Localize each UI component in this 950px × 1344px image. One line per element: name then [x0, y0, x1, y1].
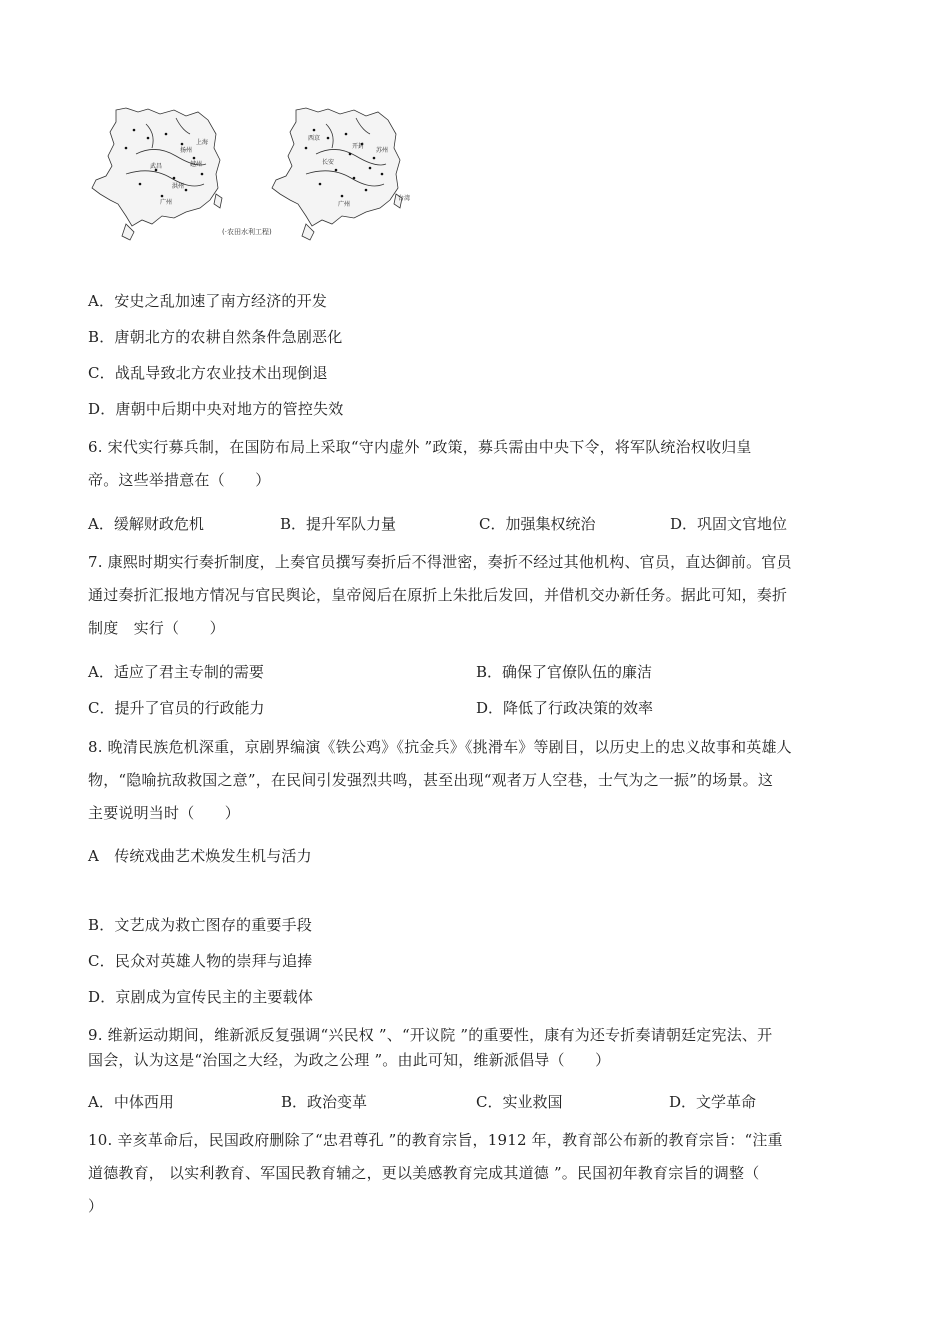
left-map-label: 扬州	[180, 147, 193, 154]
q9-option-d: D．文学革命	[669, 1093, 757, 1111]
q10-stem-line2: 道德教育， 以实利教育、军国民教育辅之，更以美感教育完成其道德 ”。民国初年教育宗旨的调整（	[88, 1164, 760, 1182]
map-caption: (·农田水利工程)	[222, 228, 272, 236]
q7-option-c: C．提升了官员的行政能力	[88, 699, 265, 717]
q9-option-c: C．实业救国	[476, 1093, 563, 1111]
q9-option-a: A．中体西用	[88, 1093, 174, 1111]
q5-option-b: B．唐朝北方的农耕自然条件急剧恶化	[88, 328, 343, 346]
right-map-label: 西京	[308, 135, 321, 142]
left-map-label: 上海	[196, 139, 209, 146]
q7-stem-line3: 制度 实行（ ）	[88, 619, 225, 637]
q9-stem-line2: 国会，认为这是“治国之大经，为政之公理 ”。由此可知，维新派倡导（ ）	[88, 1051, 611, 1069]
right-map-label: 台湾	[398, 195, 411, 202]
q8-stem-line2: 物，“隐喻抗敌救国之意”，在民间引发强烈共鸣，甚至出现“观者万人空巷，士气为之一振”的场景。这	[88, 771, 774, 789]
q6-stem-line2: 帝。这些举措意在（ ）	[88, 471, 271, 489]
right-map-label: 开封	[352, 143, 365, 150]
left-map-label: 越州	[190, 161, 203, 168]
q5-option-c: C．战乱导致北方农业技术出现倒退	[88, 364, 328, 382]
map-figure	[86, 104, 416, 244]
right-map-label: 广州	[338, 201, 351, 208]
q10-stem-line3: ）	[88, 1197, 104, 1215]
right-map-label: 苏州	[376, 147, 389, 154]
q9-stem-line1: 9. 维新运动期间，维新派反复强调“兴民权 ”、“开议院 ”的重要性，康有为还专折奏请朝廷定宪法、开	[88, 1026, 773, 1044]
q7-option-b: B．确保了官僚队伍的廉洁	[476, 663, 653, 681]
q10-stem-line1: 10. 辛亥革命后，民国政府删除了“忠君尊孔 ”的教育宗旨，1912 年，教育部公布新的教育宗旨：“注重	[88, 1131, 783, 1149]
left-map-label: 洪州	[172, 183, 185, 190]
q7-option-a: A．适应了君主专制的需要	[88, 663, 264, 681]
q5-option-a: A．安史之乱加速了南方经济的开发	[88, 292, 328, 310]
q5-option-d: D．唐朝中后期中央对地方的管控失效	[88, 400, 344, 418]
q6-stem-line1: 6. 宋代实行募兵制，在国防布局上采取“守内虚外 ”政策，募兵需由中央下令，将军队统治权收归皇	[88, 438, 752, 456]
right-map-label: 长安	[322, 159, 335, 166]
q6-option-b: B．提升军队力量	[280, 515, 397, 533]
q6-option-c: C．加强集权统治	[479, 515, 596, 533]
q7-stem-line1: 7. 康熙时期实行奏折制度，上奏官员撰写奏折后不得泄密，奏折不经过其他机构、官员，直达御前。官员	[88, 553, 792, 571]
left-map-label: 广州	[160, 199, 173, 206]
q8-option-b: B．文艺成为救亡图存的重要手段	[88, 916, 313, 934]
q6-option-a: A．缓解财政危机	[88, 515, 204, 533]
q6-option-d: D．巩固文官地位	[670, 515, 788, 533]
q8-option-a: A 传统戏曲艺术焕发生机与活力	[88, 847, 312, 865]
q7-option-d: D．降低了行政决策的效率	[476, 699, 654, 717]
q8-option-d: D．京剧成为宣传民主的主要载体	[88, 988, 314, 1006]
q8-stem-line3: 主要说明当时（ ）	[88, 804, 241, 822]
q8-option-c: C．民众对英雄人物的崇拜与追捧	[88, 952, 313, 970]
left-map-label: 武昌	[150, 163, 163, 170]
q7-stem-line2: 通过奏折汇报地方情况与官民舆论，皇帝阅后在原折上朱批后发回，并借机交办新任务。据此可知，奏折	[88, 586, 788, 604]
q9-option-b: B．政治变革	[281, 1093, 368, 1111]
q8-stem-line1: 8. 晚清民族危机深重，京剧界编演《铁公鸡》《抗金兵》《挑滑车》等剧目，以历史上的忠义故事和英雄人	[88, 738, 792, 756]
